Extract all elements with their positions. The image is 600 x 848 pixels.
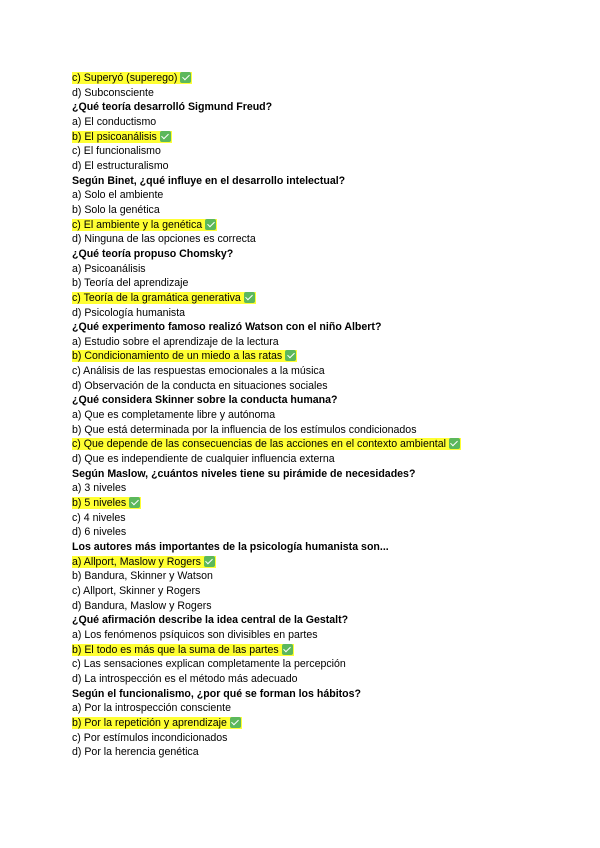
correct-answer-option	[72, 437, 542, 452]
answer-highlight	[72, 556, 216, 568]
option-text: d) Bandura, Maslow y Rogers	[72, 599, 212, 612]
answer-option	[72, 306, 542, 321]
answer-option	[72, 203, 542, 218]
question-heading	[72, 540, 542, 555]
correct-answer-option	[72, 291, 542, 306]
check-mark-icon	[230, 717, 241, 728]
answer-highlight	[72, 72, 192, 84]
question-heading	[72, 320, 542, 335]
answer-highlight	[72, 438, 461, 450]
option-text: b) 5 niveles	[72, 497, 127, 510]
option-text: a) Estudio sobre el aprendizaje de la lectura	[72, 335, 279, 348]
option-text: b) Bandura, Skinner y Watson	[72, 570, 213, 583]
answer-highlight	[72, 292, 256, 304]
answer-option	[72, 335, 542, 350]
check-mark-icon	[244, 292, 255, 303]
option-text: c) Análisis de las respuestas emocionales a la música	[72, 365, 325, 378]
correct-answer-option	[72, 130, 542, 145]
option-text: a) Los fenómenos psíquicos son divisibles en partes	[72, 628, 318, 641]
option-text: d) 6 niveles	[72, 526, 127, 539]
question-text: ¿Qué afirmación describe la idea central de la Gestalt?	[72, 614, 349, 627]
answer-highlight	[72, 350, 297, 362]
check-mark-icon	[449, 438, 460, 449]
question-text: Según el funcionalismo, ¿por qué se forman los hábitos?	[72, 687, 362, 700]
correct-answer-option	[72, 71, 542, 86]
option-text: a) Que es completamente libre y autónoma	[72, 409, 276, 422]
answer-option	[72, 481, 542, 496]
option-text: c) 4 niveles	[72, 511, 126, 524]
question-text: ¿Qué teoría desarrolló Sigmund Freud?	[72, 101, 273, 114]
question-heading	[72, 393, 542, 408]
answer-option	[72, 657, 542, 672]
answer-option	[72, 569, 542, 584]
answer-option	[72, 525, 542, 540]
answer-option	[72, 584, 542, 599]
answer-highlight	[72, 717, 242, 729]
answer-option	[72, 232, 542, 247]
option-text: d) Que es independiente de cualquier influencia externa	[72, 453, 335, 466]
answer-option	[72, 628, 542, 643]
answer-option	[72, 262, 542, 277]
option-text: a) El conductismo	[72, 115, 157, 128]
question-text: Según Binet, ¿qué influye en el desarrollo intelectual?	[72, 174, 346, 187]
question-text: Según Maslow, ¿cuántos niveles tiene su pirámide de necesidades?	[72, 467, 416, 480]
question-heading	[72, 613, 542, 628]
check-mark-icon	[129, 497, 140, 508]
option-text: d) La introspección es el método más adecuado	[72, 672, 298, 685]
answer-option	[72, 731, 542, 746]
question-heading	[72, 174, 542, 189]
answer-option	[72, 423, 542, 438]
answer-option	[72, 364, 542, 379]
option-text: d) Observación de la conducta en situaciones sociales	[72, 379, 328, 392]
question-heading	[72, 247, 542, 262]
option-text: b) Por la repetición y aprendizaje	[72, 716, 227, 729]
answer-option	[72, 452, 542, 467]
answer-option	[72, 408, 542, 423]
option-text: c) Las sensaciones explican completamente la percepción	[72, 658, 346, 671]
answer-option	[72, 511, 542, 526]
option-text: b) Teoría del aprendizaje	[72, 277, 189, 290]
answer-option	[72, 276, 542, 291]
answer-highlight	[72, 497, 141, 509]
option-text: c) Que depende de las consecuencias de las acciones en el contexto ambiental	[72, 438, 446, 451]
answer-option	[72, 144, 542, 159]
option-text: d) Ninguna de las opciones es correcta	[72, 233, 256, 246]
option-text: a) 3 niveles	[72, 482, 127, 495]
check-mark-icon	[180, 72, 191, 83]
correct-answer-option	[72, 496, 542, 511]
check-mark-icon	[285, 350, 296, 361]
option-text: c) Superyó (superego)	[72, 72, 178, 84]
option-text: c) El funcionalismo	[72, 145, 161, 158]
check-mark-icon	[204, 556, 215, 567]
option-text: a) Allport, Maslow y Rogers	[72, 555, 201, 568]
option-text: b) Condicionamiento de un miedo a las ratas	[72, 350, 283, 363]
correct-answer-option	[72, 218, 542, 233]
option-text: a) Por la introspección consciente	[72, 702, 231, 715]
option-text: a) Solo el ambiente	[72, 189, 164, 202]
answer-option	[72, 115, 542, 130]
question-text: Los autores más importantes de la psicología humanista son...	[72, 541, 389, 553]
answer-option	[72, 672, 542, 687]
quiz-document	[72, 71, 542, 760]
question-text: ¿Qué considera Skinner sobre la conducta humana?	[72, 394, 338, 407]
answer-option	[72, 701, 542, 716]
option-text: b) Que está determinada por la influencia de los estímulos condicionados	[72, 423, 417, 436]
option-text: d) El estructuralismo	[72, 159, 169, 172]
option-text: b) El psicoanálisis	[72, 130, 157, 143]
question-text: ¿Qué experimento famoso realizó Watson con el niño Albert?	[72, 321, 382, 334]
answer-highlight	[72, 131, 172, 143]
option-text: d) Psicología humanista	[72, 306, 186, 319]
answer-option	[72, 379, 542, 394]
answer-option	[72, 86, 542, 101]
option-text: c) Allport, Skinner y Rogers	[72, 584, 201, 597]
question-heading	[72, 467, 542, 482]
option-text: d) Por la herencia genética	[72, 746, 199, 759]
answer-option	[72, 188, 542, 203]
option-text: c) Por estímulos incondicionados	[72, 731, 228, 744]
correct-answer-option	[72, 643, 542, 658]
option-text: d) Subconsciente	[72, 86, 154, 99]
question-heading	[72, 100, 542, 115]
correct-answer-option	[72, 555, 542, 570]
option-text: b) El todo es más que la suma de las partes	[72, 643, 279, 656]
answer-option	[72, 745, 542, 760]
check-mark-icon	[160, 131, 171, 142]
answer-option	[72, 159, 542, 174]
answer-highlight	[72, 219, 217, 231]
check-mark-icon	[282, 644, 293, 655]
correct-answer-option	[72, 716, 542, 731]
check-mark-icon	[205, 219, 216, 230]
answer-highlight	[72, 644, 294, 656]
question-text: ¿Qué teoría propuso Chomsky?	[72, 247, 234, 260]
answer-option	[72, 599, 542, 614]
correct-answer-option	[72, 349, 542, 364]
option-text: a) Psicoanálisis	[72, 262, 146, 275]
question-heading	[72, 687, 542, 702]
option-text: b) Solo la genética	[72, 203, 160, 216]
option-text: c) El ambiente y la genética	[72, 218, 203, 231]
option-text: c) Teoría de la gramática generativa	[72, 291, 241, 304]
